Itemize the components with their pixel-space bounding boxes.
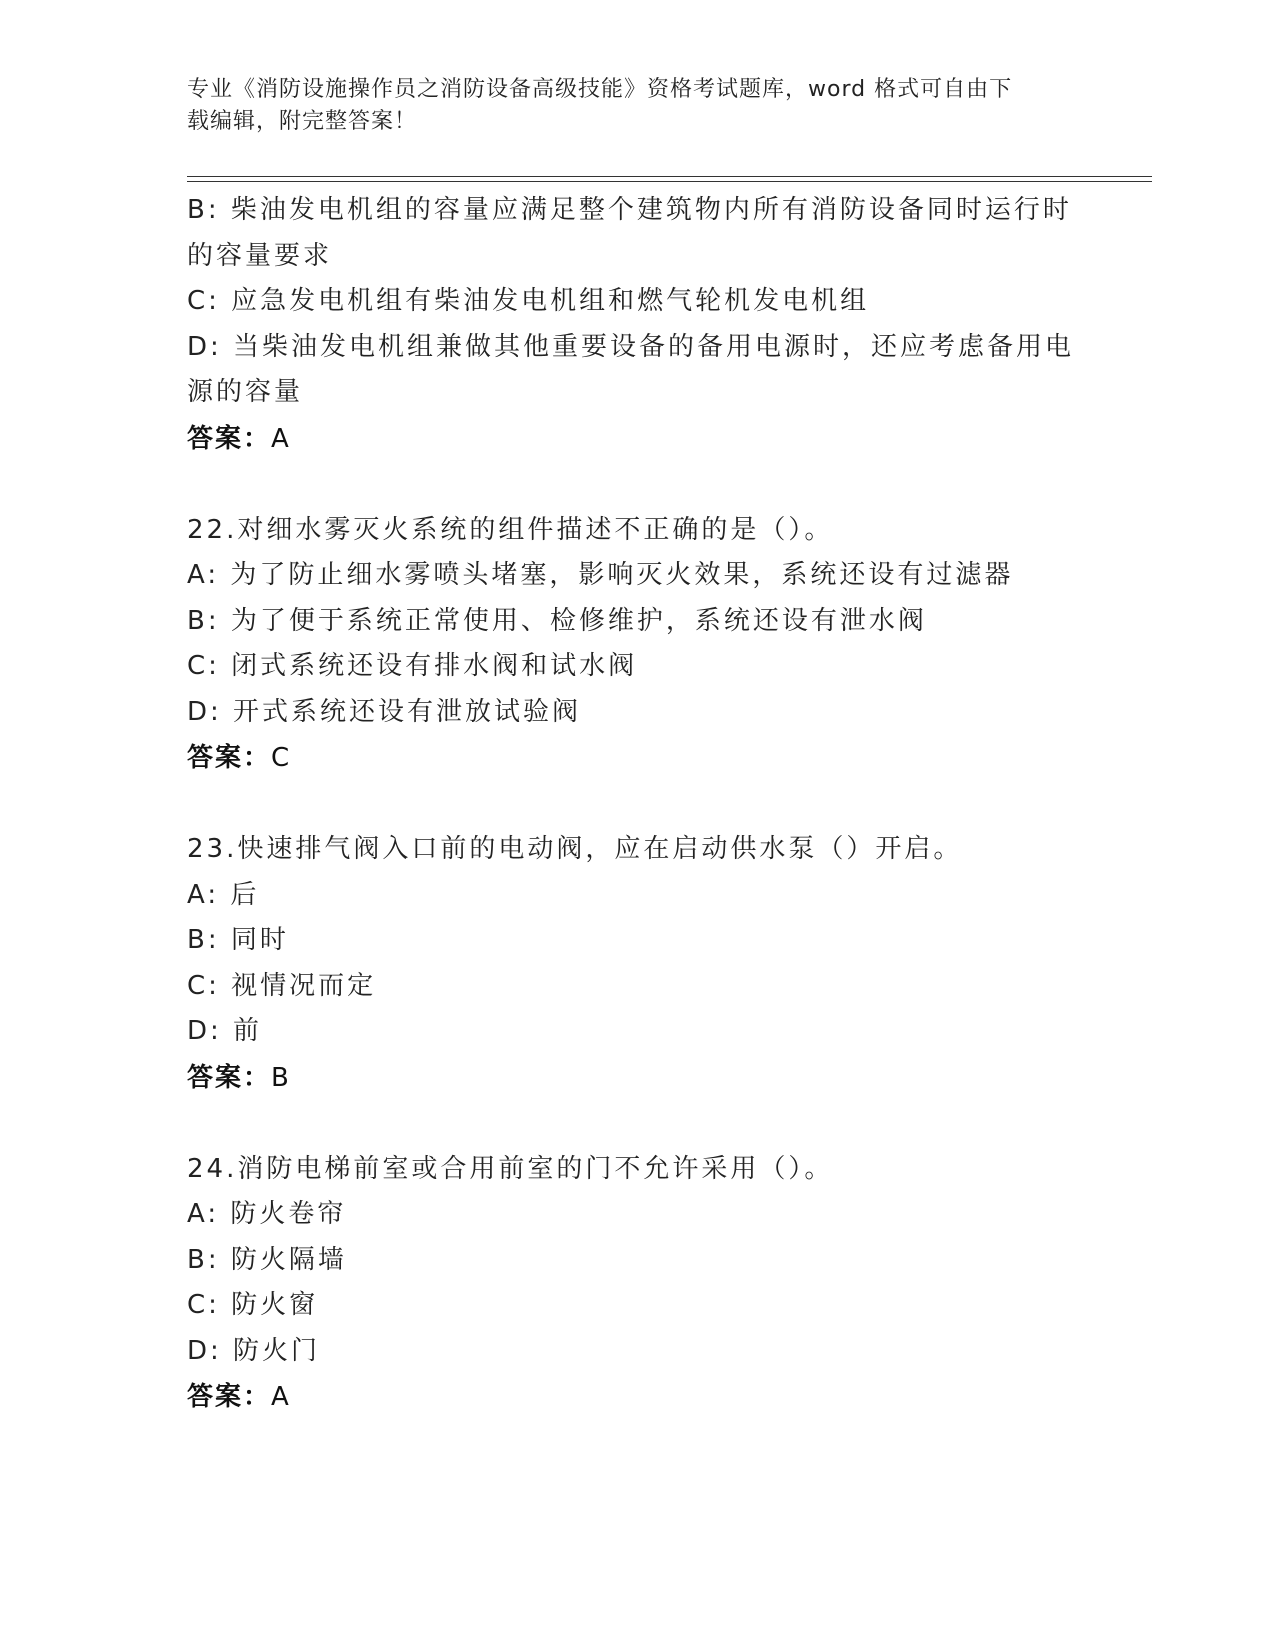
header-divider-bottom bbox=[187, 181, 1152, 182]
option-b: B: 为了便于系统正常使用、检修维护，系统还设有泄水阀 bbox=[187, 605, 927, 636]
option-c: C: 应急发电机组有柴油发电机组和燃气轮机发电机组 bbox=[187, 286, 870, 316]
answer-line bbox=[187, 735, 1087, 781]
option-d: D: 前 bbox=[187, 1016, 263, 1046]
question-text: 23.快速排气阀入口前的电动阀，应在启动供水泵（）开启。 bbox=[187, 834, 963, 864]
answer-value: C bbox=[271, 743, 292, 773]
option-d-line-1: D: 当柴油发电机组兼做其他重要设备的备用电源时，还应考虑备用电 bbox=[187, 331, 1075, 362]
answer-label: 答案： bbox=[187, 1062, 272, 1093]
option-d: D: 开式系统还设有泄放试验阀 bbox=[187, 696, 582, 727]
answer-line bbox=[187, 416, 1087, 462]
option-b: B: 同时 bbox=[187, 925, 289, 955]
question-22-block bbox=[187, 508, 1087, 782]
answer-value: A bbox=[271, 423, 291, 454]
header-line-1: 专业《消防设施操作员之消防设备高级技能》资格考试题库，word 格式可自由下 bbox=[187, 77, 1013, 102]
answer-line bbox=[187, 1374, 1087, 1420]
question-text: 22.对细水雾灭火系统的组件描述不正确的是（）。 bbox=[187, 514, 834, 545]
option-d: D: 防火门 bbox=[187, 1335, 321, 1366]
option-a: A: 防火卷帘 bbox=[187, 1199, 347, 1229]
question-24-block bbox=[187, 1147, 1087, 1421]
question-23-block bbox=[187, 827, 1087, 1101]
answer-value: B bbox=[271, 1062, 291, 1093]
option-b-line-2: 的容量要求 bbox=[187, 240, 333, 271]
answer-label: 答案： bbox=[187, 423, 272, 454]
option-c: C: 视情况而定 bbox=[187, 970, 377, 1001]
question-text: 24.消防电梯前室或合用前室的门不允许采用（）。 bbox=[187, 1153, 834, 1184]
header-divider-top bbox=[187, 176, 1152, 177]
answer-line bbox=[187, 1055, 1087, 1101]
option-c: C: 防火窗 bbox=[187, 1290, 319, 1320]
option-c: C: 闭式系统还设有排水阀和试水阀 bbox=[187, 651, 638, 681]
document-body bbox=[187, 188, 1087, 1420]
option-d-line-2: 源的容量 bbox=[187, 377, 304, 407]
option-a: A: 为了防止细水雾喷头堵塞，影响灭火效果，系统还设有过滤器 bbox=[187, 560, 1014, 590]
option-b: B: 防火隔墙 bbox=[187, 1244, 347, 1275]
option-a: A: 后 bbox=[187, 879, 260, 910]
answer-label: 答案： bbox=[187, 1382, 272, 1412]
header-line-2: 载编辑，附完整答案！ bbox=[187, 109, 418, 134]
answer-label: 答案： bbox=[187, 743, 272, 773]
answer-value: A bbox=[271, 1382, 291, 1412]
document-header bbox=[187, 74, 1067, 138]
option-b-line-1: B: 柴油发电机组的容量应满足整个建筑物内所有消防设备同时运行时 bbox=[187, 195, 1072, 225]
question-21-block bbox=[187, 188, 1087, 462]
